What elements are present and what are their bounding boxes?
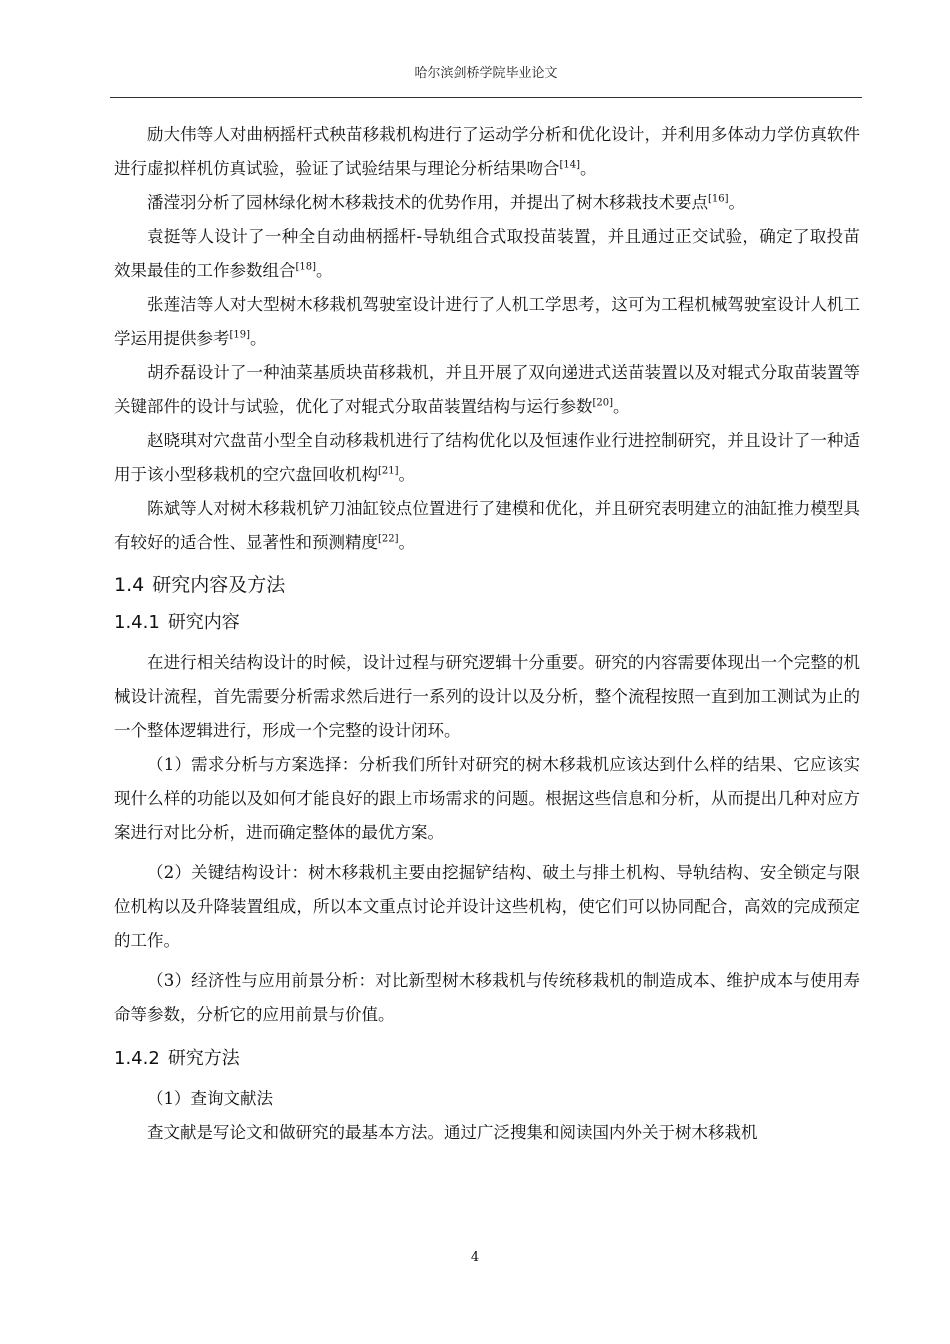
- citation-ref: [14]: [559, 159, 581, 171]
- section-heading-1-4: 1.4 研究内容及方法: [114, 574, 286, 596]
- paragraph-research-item-2: （2）关键结构设计：树木移栽机主要由挖掘铲结构、破土与排土机构、导轨结构、安全锁定与限位机构以及升降装置组成，所以本文重点讨论并设计这些机构，使它们可以协同配合，高效的完成预定的工作。: [114, 863, 860, 950]
- paragraph-method-literature: 查文献是写论文和做研究的最基本方法。通过广泛搜集和阅读国内外关于树木移栽机: [147, 1123, 758, 1142]
- paragraph-zhanglianjie: 张莲洁等人对大型树木移栽机驾驶室设计进行了人机工学思考，这可为工程机械驾驶室设计人机工学运用提供参考[19]。: [114, 295, 860, 348]
- subsection-heading-1-4-2: 1.4.2 研究方法: [114, 1048, 240, 1069]
- citation-ref: [16]: [708, 193, 729, 205]
- page-number: 4: [470, 1250, 480, 1265]
- paragraph-panyingyu: 潘滢羽分析了园林绿化树木移栽技术的优势作用，并提出了树木移栽技术要点[16]。: [147, 193, 746, 212]
- citation-ref: [18]: [295, 261, 317, 273]
- header-divider: [110, 97, 862, 98]
- paragraph-method-item-1: （1）查询文献法: [147, 1089, 273, 1108]
- paragraph-huqiaolei: 胡乔磊设计了一种油菜基质块苗移栽机，并且开展了双向递进式送苗装置以及对辊式分取苗装置等关键部件的设计与试验，优化了对辊式分取苗装置结构与运行参数[20]。: [114, 363, 860, 416]
- citation-ref: [19]: [229, 329, 251, 341]
- citation-ref: [22]: [378, 533, 399, 545]
- paragraph-zhaoxiaoqi: 赵晓琪对穴盘苗小型全自动移栽机进行了结构优化以及恒速作业行进控制研究，并且设计了一种适用于该小型移栽机的空穴盘回收机构[21]。: [114, 431, 860, 484]
- paragraph-research-item-3: （3）经济性与应用前景分析：对比新型树木移栽机与传统移栽机的制造成本、维护成本与使用寿命等参数，分析它的应用前景与价值。: [114, 971, 860, 1024]
- paragraph-research-item-1: （1）需求分析与方案选择：分析我们所针对研究的树木移栽机应该达到什么样的结果、它应该实现什么样的功能以及如何才能良好的跟上市场需求的问题。根据这些信息和分析，从而提出几种对应方案进行对比分析，进而确定整体的最优方案。: [114, 755, 860, 842]
- page-header: 哈尔滨剑桥学院毕业论文: [414, 66, 558, 81]
- citation-ref: [21]: [378, 465, 399, 477]
- page-body: [114, 118, 860, 1150]
- subsection-heading-1-4-1: 1.4.1 研究内容: [114, 612, 240, 633]
- paragraph-lidawei: 励大伟等人对曲柄摇杆式秧苗移栽机构进行了运动学分析和优化设计，并利用多体动力学仿真软件进行虚拟样机仿真试验，验证了试验结果与理论分析结果吻合[14]。: [114, 125, 860, 178]
- paragraph-yuanting: 袁挺等人设计了一种全自动曲柄摇杆-导轨组合式取投苗装置，并且通过正交试验，确定了取投苗效果最佳的工作参数组合[18]。: [114, 227, 860, 280]
- paragraph-research-intro: 在进行相关结构设计的时候，设计过程与研究逻辑十分重要。研究的内容需要体现出一个完整的机械设计流程，首先需要分析需求然后进行一系列的设计以及分析，整个流程按照一直到加工测试为止的一个整体逻辑进行，形成一个完整的设计闭环。: [114, 653, 860, 740]
- paragraph-chenbin: 陈斌等人对树木移栽机铲刀油缸铰点位置进行了建模和优化，并且研究表明建立的油缸推力模型具有较好的适合性、显著性和预测精度[22]。: [114, 499, 860, 552]
- citation-ref: [20]: [592, 397, 614, 409]
